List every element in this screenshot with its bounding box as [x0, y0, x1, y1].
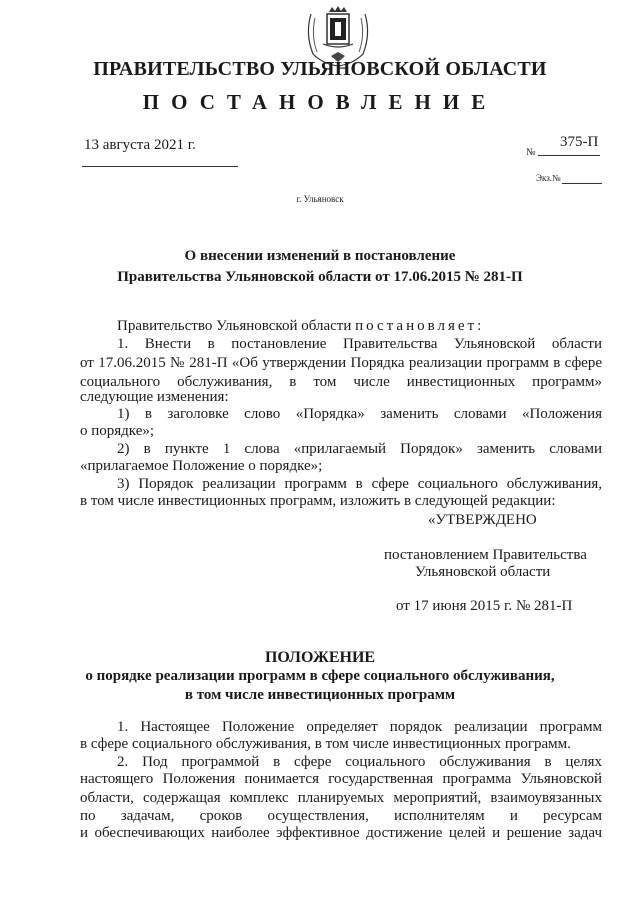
intro-subject: Правительство Ульяновской области: [117, 318, 352, 334]
city: г. Ульяновск: [296, 194, 344, 204]
item1-line-3: социального обслуживания, в том числе инвестиционных программ»: [80, 374, 602, 390]
item1-line-1: 1. Внести в постановление Правительства Ульяновской области: [117, 336, 602, 352]
government-title: ПРАВИТЕЛЬСТВО УЛЬЯНОВСКОЙ ОБЛАСТИ: [93, 58, 547, 80]
number-underline: [538, 155, 600, 156]
approved-by-line-2: Ульяновской области: [415, 564, 551, 580]
item1-line-2: от 17.06.2015 № 281-П «Об утверждении Порядка реализации программ в сфере: [80, 355, 602, 371]
regulation-subtitle-1: о порядке реализации программ в сфере социального обслуживания,: [85, 668, 555, 684]
reg-p1-line-2: в сфере социального обслуживания, в том числе инвестиционных программ.: [80, 736, 571, 752]
document-type: ПОСТАНОВЛЕНИЕ: [142, 90, 498, 114]
copy-number-label: Экз.№: [536, 173, 561, 183]
document-number: 375-П: [560, 134, 599, 150]
copy-number-underline: [562, 183, 602, 184]
sub3-line-1: 3) Порядок реализации программ в сфере социального обслуживания,: [117, 476, 602, 492]
document-date: 13 августа 2021 г.: [84, 137, 196, 153]
reg-p2-line-2: настоящего Положения понимается государственная программа Ульяновской: [80, 771, 602, 787]
reg-p1-line-1: 1. Настоящее Положение определяет порядок реализации программ: [117, 719, 602, 735]
reg-p2-line-3: области, содержащая комплекс планируемых мероприятий, взаимоувязанных: [80, 790, 602, 806]
approved-by-line-1: постановлением Правительства: [384, 547, 587, 563]
regulation-title: [0, 648, 640, 705]
sub2-line-1: 2) в пункте 1 слова «прилагаемый Порядок» заменить словами: [117, 441, 602, 457]
sub1-line-2: о порядке»;: [80, 423, 155, 439]
document-heading: [0, 246, 640, 288]
item1-line-4: следующие изменения:: [80, 389, 229, 405]
number-label: №: [526, 147, 536, 158]
heading-line-2: Правительства Ульяновской области от 17.06.2015 № 281-П: [117, 269, 523, 285]
intro-verb: постановляет:: [355, 318, 485, 334]
reg-p2-line-4: по задачам, сроков осуществления, исполнителям и ресурсам: [80, 808, 602, 824]
reg-p2-line-5: и обеспечивающих наиболее эффективное достижение целей и решение задач: [80, 825, 602, 841]
sub1-line-1: 1) в заголовке слово «Порядка» заменить словами «Положения: [117, 406, 602, 422]
reg-p2-line-1: 2. Под программой в сфере социального обслуживания в целях: [117, 754, 602, 770]
intro-line: [117, 318, 639, 335]
heading-line-1: О внесении изменений в постановление: [184, 248, 456, 264]
regulation-subtitle-2: в том числе инвестиционных программ: [184, 687, 456, 703]
date-underline: [82, 166, 238, 167]
sub2-line-2: «прилагаемое Положение о порядке»;: [80, 458, 323, 474]
regulation-title-main: ПОЛОЖЕНИЕ: [264, 649, 376, 666]
approved-label: «УТВЕРЖДЕНО: [428, 512, 537, 528]
approved-date: от 17 июня 2015 г. № 281-П: [396, 598, 573, 614]
sub3-line-2: в том числе инвестиционных программ, изложить в следующей редакции:: [80, 493, 556, 509]
